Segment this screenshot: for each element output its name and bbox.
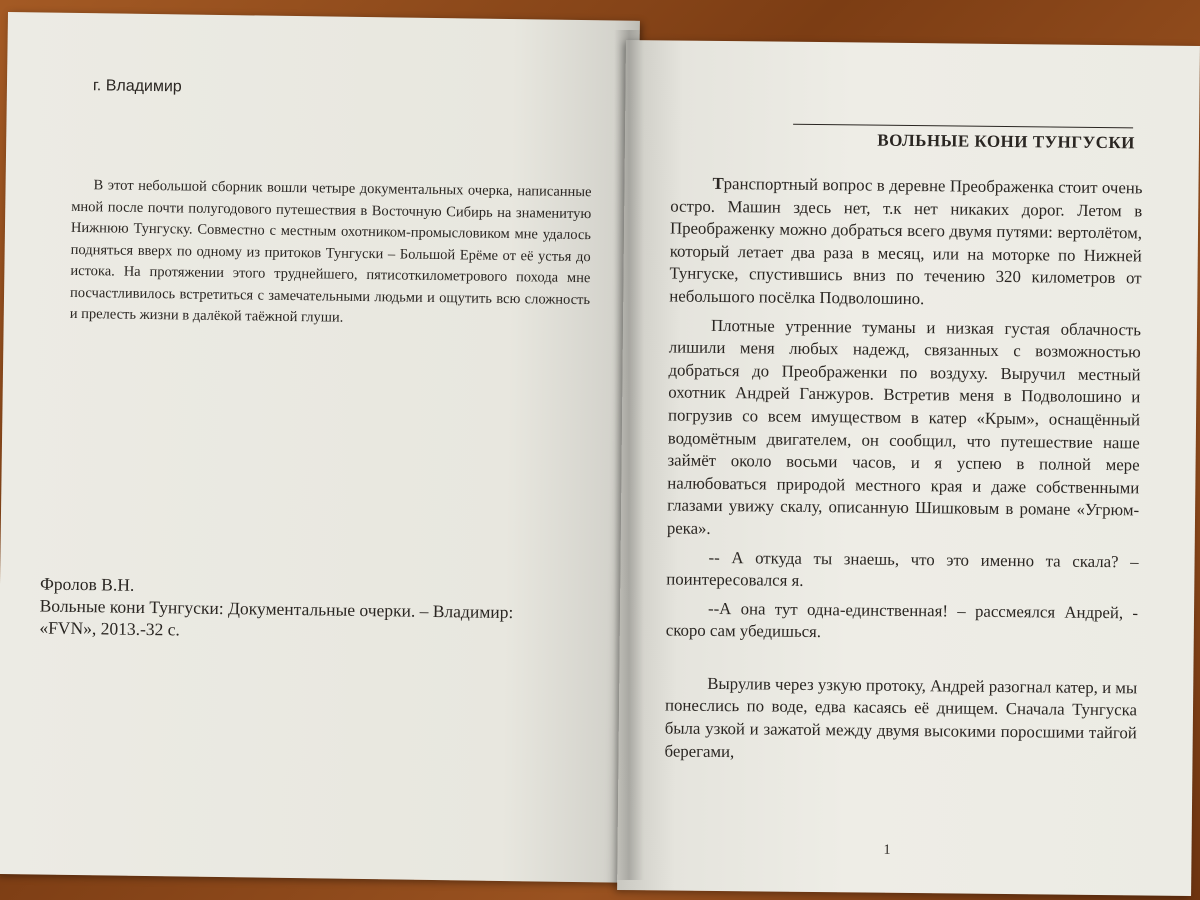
page-number: 1 (883, 842, 891, 858)
paragraph-5: Вырулив через узкую протоку, Андрей разогнал катер, и мы понеслись по воде, едва касаясь её днищем. Сначала Тунгуска была узкой и зажатой между двумя высокими поросшими тайгой берегами, (664, 673, 1138, 761)
publication-city: г. Владимир (92, 77, 182, 96)
title-rule (793, 124, 1133, 129)
paragraph-2: Плотные утренние туманы и низкая густая облачность лишили меня любых надежд, связанных с возможностью добраться до Преображенки по воздуху. Выручил местный охотник Андрей Ганжуров. Встретив меня в Подволошино и погрузив со всем имуществом в катер «Крым», оснащённый водомётным двигателем, он сообщил, что путешествие наше займёт около восьми часов, и я успею в полной мере налюбоваться природой местного края и даже собственными глазами увижу скалу, описанную Шишковым в романе «Угрюм-река». (666, 315, 1142, 538)
first-letter: Т (712, 173, 724, 194)
biblio-title-line: Вольные кони Тунгуски: Документальные очерки. – Владимир: (39, 595, 514, 623)
right-page (617, 40, 1200, 896)
intro-paragraph: В этот небольшой сборник вошли четыре документальных очерка, написанные мной после почти полугодового путешествия в Восточную Сибирь на знаменитую Нижнюю Тунгуску. Совместно с местным охотником-промысловиком мне удалось подняться вверх по одному из притоков Тунгуски – Большой Ерёме от её устья до истока. На протяжении этого труднейшего, пятисоткилометрового похода мне посчастливилось встретиться с замечательными людьми и ощутить всю сложность и прелесть жизни в далёкой таёжной глуши. (69, 177, 592, 326)
bibliographic-record (39, 573, 600, 647)
biblio-author: Фролов В.Н. (39, 573, 135, 595)
chapter-title: ВОЛЬНЫЕ КОНИ ТУНГУСКИ (877, 130, 1136, 153)
paragraph-4: --А она тут одна-единственная! – рассмеялся Андрей, - скоро сам убедишься. (665, 598, 1139, 642)
paragraph-3: -- А откуда ты знаешь, что это именно та скала? – поинтересовался я. (666, 547, 1139, 590)
chapter-body (664, 172, 1142, 767)
left-page (0, 12, 640, 883)
biblio-publisher-line: «FVN», 2013.-32 с. (39, 617, 181, 640)
paragraph-1-text: ранспортный вопрос в деревне Преображенка стоит очень остро. Машин здесь нет, т.к нет никаких дорог. Летом в Преображенку можно добраться всего двумя путями: вертолётом, который летает два раза в месяц, или на моторке по Нижней Тунгуске, спустившись вниз по течению 320 километров от небольшого посёлка Подволошино. (669, 174, 1143, 309)
paragraph-1 (669, 172, 1142, 312)
